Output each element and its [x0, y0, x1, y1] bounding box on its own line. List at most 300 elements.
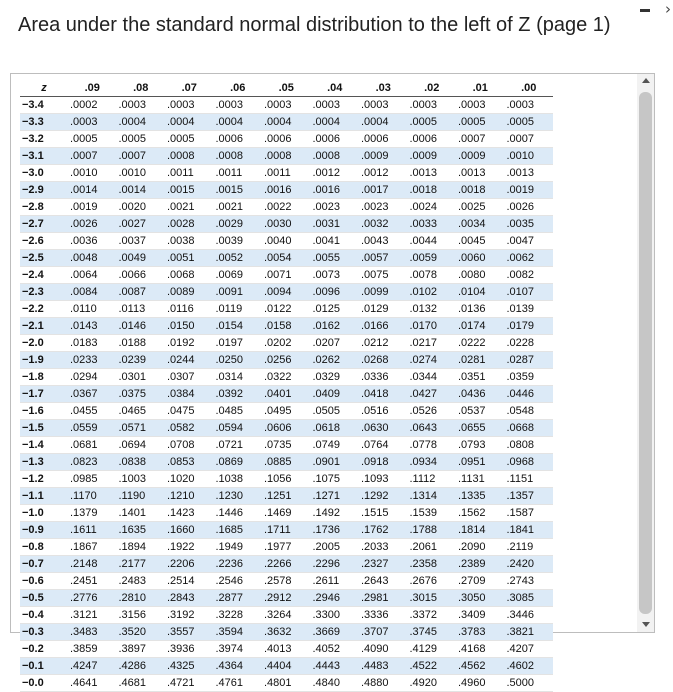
probability-cell: .2843	[165, 590, 214, 607]
probability-cell: .1587	[505, 505, 554, 522]
probability-cell: .0003	[505, 97, 554, 114]
probability-cell: .0853	[165, 454, 214, 471]
probability-cell: .0043	[359, 233, 408, 250]
probability-cell: .0011	[262, 165, 311, 182]
z-value-cell: −0.1	[20, 658, 68, 675]
probability-cell: .4602	[505, 658, 554, 675]
probability-cell: .3015	[408, 590, 457, 607]
probability-cell: .2090	[456, 539, 505, 556]
probability-cell: .0951	[456, 454, 505, 471]
probability-cell: .0008	[262, 148, 311, 165]
probability-cell: .0516	[359, 403, 408, 420]
probability-cell: .4286	[117, 658, 166, 675]
scroll-down-arrow-icon[interactable]	[642, 622, 650, 627]
table-row	[20, 573, 553, 590]
probability-cell: .1170	[68, 488, 117, 505]
table-row	[20, 97, 553, 114]
table-row	[20, 539, 553, 556]
probability-cell: .0119	[214, 301, 263, 318]
z-value-cell: −1.0	[20, 505, 68, 522]
probability-cell: .0336	[359, 369, 408, 386]
z-value-cell: −3.1	[20, 148, 68, 165]
probability-cell: .0007	[456, 131, 505, 148]
probability-cell: .0401	[262, 386, 311, 403]
probability-cell: .4721	[165, 675, 214, 692]
probability-cell: .4207	[505, 641, 554, 658]
probability-cell: .1131	[456, 471, 505, 488]
probability-cell: .1379	[68, 505, 117, 522]
probability-cell: .0051	[165, 250, 214, 267]
table-row	[20, 267, 553, 284]
probability-cell: .0015	[165, 182, 214, 199]
probability-cell: .0139	[505, 301, 554, 318]
probability-cell: .0084	[68, 284, 117, 301]
probability-cell: .0003	[456, 97, 505, 114]
probability-cell: .0618	[311, 420, 360, 437]
probability-cell: .0375	[117, 386, 166, 403]
probability-cell: .4168	[456, 641, 505, 658]
probability-cell: .0017	[359, 182, 408, 199]
probability-cell: .1230	[214, 488, 263, 505]
probability-cell: .0793	[456, 437, 505, 454]
z-value-cell: −1.5	[20, 420, 68, 437]
probability-cell: .4247	[68, 658, 117, 675]
probability-cell: .0003	[408, 97, 457, 114]
column-header: .07	[165, 80, 214, 97]
z-value-cell: −0.0	[20, 675, 68, 692]
probability-cell: .2148	[68, 556, 117, 573]
probability-cell: .0344	[408, 369, 457, 386]
probability-cell: .3974	[214, 641, 263, 658]
table-row	[20, 454, 553, 471]
minimize-icon[interactable]	[640, 9, 650, 12]
probability-cell: .0034	[456, 216, 505, 233]
probability-cell: .0351	[456, 369, 505, 386]
probability-cell: .0016	[262, 182, 311, 199]
probability-cell: .0010	[117, 165, 166, 182]
probability-cell: .0301	[117, 369, 166, 386]
probability-cell: .0113	[117, 301, 166, 318]
probability-cell: .0082	[505, 267, 554, 284]
probability-cell: .1762	[359, 522, 408, 539]
z-value-cell: −0.2	[20, 641, 68, 658]
probability-cell: .0003	[262, 97, 311, 114]
probability-cell: .1660	[165, 522, 214, 539]
probability-cell: .4920	[408, 675, 457, 692]
probability-cell: .1515	[359, 505, 408, 522]
z-value-cell: −1.6	[20, 403, 68, 420]
probability-cell: .2877	[214, 590, 263, 607]
probability-cell: .0427	[408, 386, 457, 403]
z-value-cell: −0.9	[20, 522, 68, 539]
z-value-cell: −2.4	[20, 267, 68, 284]
probability-cell: .0016	[311, 182, 360, 199]
probability-cell: .0281	[456, 352, 505, 369]
probability-cell: .3050	[456, 590, 505, 607]
probability-cell: .0188	[117, 335, 166, 352]
z-value-cell: −0.6	[20, 573, 68, 590]
probability-cell: .0005	[165, 131, 214, 148]
probability-cell: .0005	[456, 114, 505, 131]
probability-cell: .1038	[214, 471, 263, 488]
probability-cell: .0032	[359, 216, 408, 233]
probability-cell: .2296	[311, 556, 360, 573]
probability-cell: .0934	[408, 454, 457, 471]
probability-cell: .0197	[214, 335, 263, 352]
table-row	[20, 148, 553, 165]
probability-cell: .0764	[359, 437, 408, 454]
probability-cell: .0526	[408, 403, 457, 420]
probability-cell: .0004	[165, 114, 214, 131]
probability-cell: .0392	[214, 386, 263, 403]
probability-cell: .0274	[408, 352, 457, 369]
probability-cell: .4013	[262, 641, 311, 658]
probability-cell: .0495	[262, 403, 311, 420]
table-row	[20, 335, 553, 352]
probability-cell: .4641	[68, 675, 117, 692]
probability-cell: .2676	[408, 573, 457, 590]
probability-cell: .4090	[359, 641, 408, 658]
column-header: .06	[214, 80, 263, 97]
column-header: .04	[311, 80, 360, 97]
probability-cell: .0008	[311, 148, 360, 165]
probability-cell: .1210	[165, 488, 214, 505]
probability-cell: .0455	[68, 403, 117, 420]
probability-cell: .1635	[117, 522, 166, 539]
probability-cell: .3121	[68, 607, 117, 624]
z-table-container	[20, 80, 553, 692]
probability-cell: .0233	[68, 352, 117, 369]
probability-cell: .0143	[68, 318, 117, 335]
z-value-cell: −2.9	[20, 182, 68, 199]
probability-cell: .0228	[505, 335, 554, 352]
probability-cell: .2546	[214, 573, 263, 590]
probability-cell: .0192	[165, 335, 214, 352]
probability-cell: .3372	[408, 607, 457, 624]
probability-cell: .2810	[117, 590, 166, 607]
table-row	[20, 250, 553, 267]
probability-cell: .0049	[117, 250, 166, 267]
probability-cell: .0062	[505, 250, 554, 267]
probability-cell: .0003	[117, 97, 166, 114]
probability-cell: .0019	[505, 182, 554, 199]
table-row	[20, 624, 553, 641]
table-row	[20, 386, 553, 403]
probability-cell: .0655	[456, 420, 505, 437]
probability-cell: .0475	[165, 403, 214, 420]
probability-cell: .1977	[262, 539, 311, 556]
probability-cell: .0359	[505, 369, 554, 386]
probability-cell: .0057	[359, 250, 408, 267]
probability-cell: .0008	[214, 148, 263, 165]
probability-cell: .0087	[117, 284, 166, 301]
scroll-thumb[interactable]	[639, 92, 652, 614]
probability-cell: .0838	[117, 454, 166, 471]
probability-cell: .4325	[165, 658, 214, 675]
probability-cell: .0021	[214, 199, 263, 216]
probability-cell: .0107	[505, 284, 554, 301]
probability-cell: .0154	[214, 318, 263, 335]
probability-cell: .0064	[68, 267, 117, 284]
probability-cell: .0015	[214, 182, 263, 199]
probability-cell: .0582	[165, 420, 214, 437]
probability-cell: .0021	[165, 199, 214, 216]
table-row	[20, 216, 553, 233]
probability-cell: .0023	[311, 199, 360, 216]
probability-cell: .0643	[408, 420, 457, 437]
probability-cell: .0045	[456, 233, 505, 250]
z-value-cell: −0.4	[20, 607, 68, 624]
probability-cell: .0749	[311, 437, 360, 454]
z-value-cell: −2.5	[20, 250, 68, 267]
probability-cell: .0778	[408, 437, 457, 454]
column-header: .00	[505, 80, 554, 97]
probability-cell: .0485	[214, 403, 263, 420]
probability-cell: .0446	[505, 386, 554, 403]
probability-cell: .1335	[456, 488, 505, 505]
probability-cell: .4129	[408, 641, 457, 658]
table-row	[20, 199, 553, 216]
probability-cell: .0044	[408, 233, 457, 250]
probability-cell: .0018	[408, 182, 457, 199]
probability-cell: .4404	[262, 658, 311, 675]
probability-cell: .2451	[68, 573, 117, 590]
probability-cell: .0030	[262, 216, 311, 233]
table-row	[20, 233, 553, 250]
probability-cell: .0009	[456, 148, 505, 165]
probability-cell: .0668	[505, 420, 554, 437]
probability-cell: .3192	[165, 607, 214, 624]
probability-cell: .4483	[359, 658, 408, 675]
probability-cell: .4562	[456, 658, 505, 675]
probability-cell: .3594	[214, 624, 263, 641]
probability-cell: .0029	[214, 216, 263, 233]
probability-cell: .0116	[165, 301, 214, 318]
z-value-cell: −0.3	[20, 624, 68, 641]
probability-cell: .0014	[117, 182, 166, 199]
table-row	[20, 607, 553, 624]
probability-cell: .0287	[505, 352, 554, 369]
probability-cell: .0012	[311, 165, 360, 182]
probability-cell: .4681	[117, 675, 166, 692]
probability-cell: .0207	[311, 335, 360, 352]
z-value-cell: −2.3	[20, 284, 68, 301]
table-row	[20, 675, 553, 692]
probability-cell: .0384	[165, 386, 214, 403]
table-row	[20, 403, 553, 420]
column-header: .03	[359, 80, 408, 97]
probability-cell: .0367	[68, 386, 117, 403]
probability-cell: .1151	[505, 471, 554, 488]
probability-cell: .3336	[359, 607, 408, 624]
probability-cell: .1093	[359, 471, 408, 488]
probability-cell: .0094	[262, 284, 311, 301]
probability-cell: .0268	[359, 352, 408, 369]
probability-cell: .0125	[311, 301, 360, 318]
column-header-z: z	[20, 80, 68, 97]
probability-cell: .3300	[311, 607, 360, 624]
probability-cell: .0294	[68, 369, 117, 386]
probability-cell: .1788	[408, 522, 457, 539]
probability-cell: .0537	[456, 403, 505, 420]
table-row	[20, 556, 553, 573]
probability-cell: .0571	[117, 420, 166, 437]
probability-cell: .1469	[262, 505, 311, 522]
probability-cell: .0059	[408, 250, 457, 267]
probability-cell: .4801	[262, 675, 311, 692]
z-value-cell: −2.1	[20, 318, 68, 335]
table-row	[20, 318, 553, 335]
probability-cell: .3669	[311, 624, 360, 641]
probability-cell: .1736	[311, 522, 360, 539]
probability-cell: .0018	[456, 182, 505, 199]
probability-cell: .0694	[117, 437, 166, 454]
probability-cell: .3936	[165, 641, 214, 658]
probability-cell: .4880	[359, 675, 408, 692]
probability-cell: .2643	[359, 573, 408, 590]
probability-cell: .1271	[311, 488, 360, 505]
table-row	[20, 658, 553, 675]
z-value-cell: −2.8	[20, 199, 68, 216]
probability-cell: .0505	[311, 403, 360, 420]
probability-cell: .0465	[117, 403, 166, 420]
probability-cell: .3557	[165, 624, 214, 641]
probability-cell: .0146	[117, 318, 166, 335]
probability-cell: .0307	[165, 369, 214, 386]
probability-cell: .0091	[214, 284, 263, 301]
probability-cell: .2514	[165, 573, 214, 590]
z-value-cell: −1.3	[20, 454, 68, 471]
probability-cell: .2776	[68, 590, 117, 607]
probability-cell: .4522	[408, 658, 457, 675]
probability-cell: .0027	[117, 216, 166, 233]
probability-cell: .0004	[311, 114, 360, 131]
table-row	[20, 471, 553, 488]
z-value-cell: −1.7	[20, 386, 68, 403]
probability-cell: .4052	[311, 641, 360, 658]
probability-cell: .0239	[117, 352, 166, 369]
scroll-up-arrow-icon[interactable]	[642, 78, 650, 83]
probability-cell: .0166	[359, 318, 408, 335]
probability-cell: .0096	[311, 284, 360, 301]
probability-cell: .0066	[117, 267, 166, 284]
probability-cell: .2177	[117, 556, 166, 573]
vertical-scrollbar[interactable]	[637, 74, 654, 632]
probability-cell: .0250	[214, 352, 263, 369]
probability-cell: .0004	[117, 114, 166, 131]
probability-cell: .0158	[262, 318, 311, 335]
probability-cell: .0011	[214, 165, 263, 182]
probability-cell: .0005	[408, 114, 457, 131]
probability-cell: .0007	[505, 131, 554, 148]
probability-cell: .2206	[165, 556, 214, 573]
probability-cell: .0039	[214, 233, 263, 250]
probability-cell: .0020	[117, 199, 166, 216]
probability-cell: .1314	[408, 488, 457, 505]
probability-cell: .0217	[408, 335, 457, 352]
probability-cell: .0010	[505, 148, 554, 165]
probability-cell: .0099	[359, 284, 408, 301]
probability-cell: .1814	[456, 522, 505, 539]
probability-cell: .3707	[359, 624, 408, 641]
probability-cell: .0007	[68, 148, 117, 165]
probability-cell: .0038	[165, 233, 214, 250]
z-value-cell: −3.4	[20, 97, 68, 114]
probability-cell: .0681	[68, 437, 117, 454]
probability-cell: .3859	[68, 641, 117, 658]
probability-cell: .1922	[165, 539, 214, 556]
probability-cell: .0031	[311, 216, 360, 233]
probability-cell: .3228	[214, 607, 263, 624]
page-title: Area under the standard normal distribution to the left of Z (page 1)	[18, 14, 611, 36]
probability-cell: .3085	[505, 590, 554, 607]
probability-cell: .0222	[456, 335, 505, 352]
probability-cell: .1867	[68, 539, 117, 556]
z-value-cell: −1.8	[20, 369, 68, 386]
table-row	[20, 369, 553, 386]
table-row	[20, 182, 553, 199]
probability-cell: .2033	[359, 539, 408, 556]
probability-cell: .0075	[359, 267, 408, 284]
close-icon[interactable]: ›	[665, 0, 671, 18]
probability-cell: .0985	[68, 471, 117, 488]
probability-cell: .0014	[68, 182, 117, 199]
probability-cell: .0708	[165, 437, 214, 454]
probability-cell: .0132	[408, 301, 457, 318]
table-row	[20, 352, 553, 369]
probability-cell: .0436	[456, 386, 505, 403]
table-body	[20, 97, 553, 692]
z-table	[20, 80, 553, 692]
probability-cell: .2005	[311, 539, 360, 556]
probability-cell: .5000	[505, 675, 554, 692]
probability-cell: .0047	[505, 233, 554, 250]
probability-cell: .3897	[117, 641, 166, 658]
probability-cell: .0735	[262, 437, 311, 454]
probability-cell: .1020	[165, 471, 214, 488]
probability-cell: .0006	[408, 131, 457, 148]
table-row	[20, 488, 553, 505]
probability-cell: .1075	[311, 471, 360, 488]
probability-cell: .0036	[68, 233, 117, 250]
table-row	[20, 590, 553, 607]
z-value-cell: −1.4	[20, 437, 68, 454]
probability-cell: .2389	[456, 556, 505, 573]
probability-cell: .0606	[262, 420, 311, 437]
probability-cell: .2236	[214, 556, 263, 573]
probability-cell: .0019	[68, 199, 117, 216]
probability-cell: .0179	[505, 318, 554, 335]
probability-cell: .0055	[311, 250, 360, 267]
probability-cell: .1949	[214, 539, 263, 556]
z-value-cell: −2.6	[20, 233, 68, 250]
probability-cell: .2743	[505, 573, 554, 590]
probability-cell: .0559	[68, 420, 117, 437]
table-row	[20, 131, 553, 148]
table-row	[20, 114, 553, 131]
probability-cell: .0150	[165, 318, 214, 335]
probability-cell: .0162	[311, 318, 360, 335]
probability-cell: .0033	[408, 216, 457, 233]
probability-cell: .0041	[311, 233, 360, 250]
probability-cell: .3632	[262, 624, 311, 641]
window-controls	[640, 0, 673, 20]
probability-cell: .0003	[311, 97, 360, 114]
probability-cell: .0009	[408, 148, 457, 165]
probability-cell: .0006	[214, 131, 263, 148]
probability-cell: .0011	[165, 165, 214, 182]
probability-cell: .0129	[359, 301, 408, 318]
